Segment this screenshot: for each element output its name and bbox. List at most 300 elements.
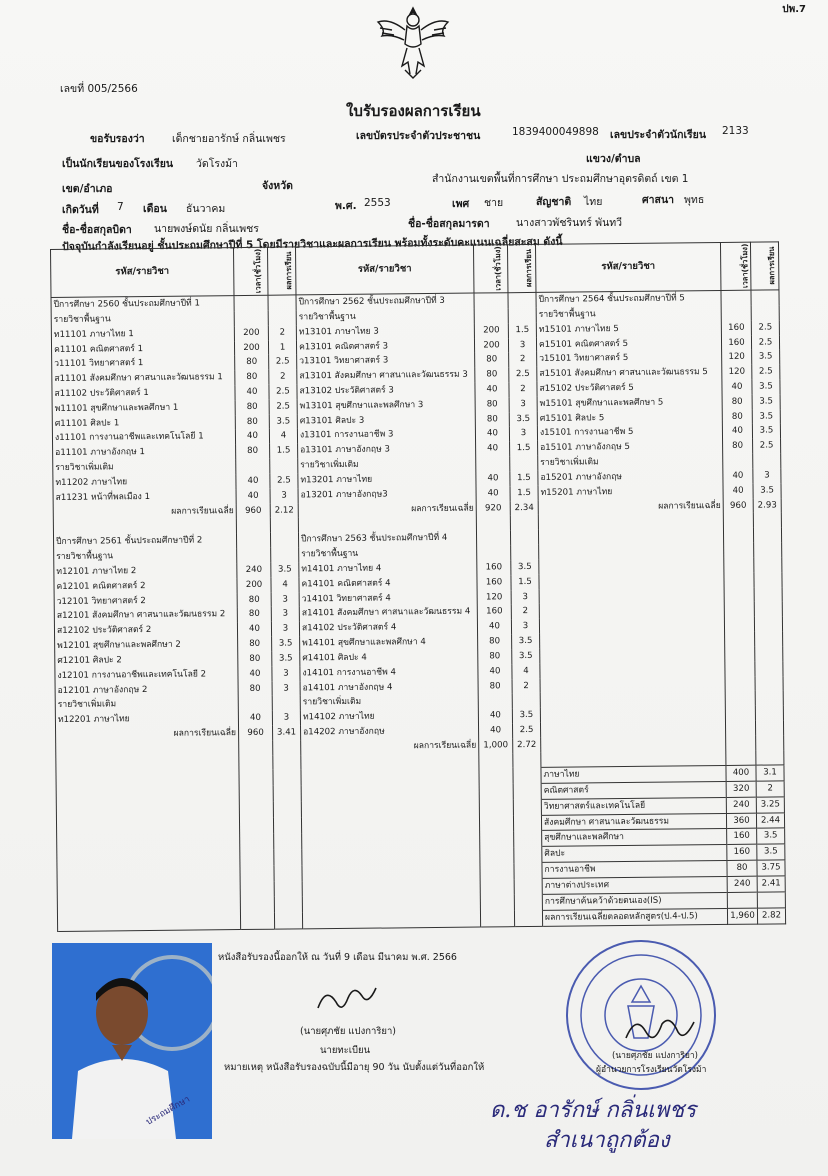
grade-cell: 2 — [509, 352, 537, 367]
hours-cell: 80 — [237, 607, 271, 622]
empty-cell — [274, 881, 302, 897]
grades-body — [51, 290, 786, 932]
grade-cell — [512, 693, 540, 708]
director-signature-icon — [620, 1010, 700, 1050]
hours-cell: 40 — [238, 666, 272, 681]
empty-cell — [480, 879, 514, 895]
subject-cell: ส15101 สังคมศึกษา ศาสนาและวัฒนธรรม 5 — [537, 365, 722, 382]
subject-cell: ส13102 ประวัติศาสตร์ 3 — [297, 383, 475, 400]
subject-cell: รายวิชาเพิ่มเติม — [55, 696, 238, 713]
registrar-name: (นายศุภชัย แปงการิยา) — [300, 1026, 397, 1037]
hours-cell: 40 — [237, 622, 271, 637]
grade-cell: 2.5 — [269, 355, 297, 370]
grade-cell: 2.5 — [751, 320, 779, 335]
subject-cell: ท11202 ภาษาไทย — [53, 474, 236, 491]
grade-cell: 3.5 — [509, 412, 537, 427]
grade-cell: 2.5 — [751, 335, 779, 350]
grade-cell: 3.5 — [752, 379, 780, 394]
subject-cell: อ14101 ภาษาอังกฤษ 4 — [300, 679, 478, 696]
subject-cell: อ14202 ภาษาอังกฤษ — [301, 724, 479, 741]
empty-cell — [273, 740, 301, 755]
grade-cell — [510, 515, 538, 530]
hours-cell: 920 — [476, 501, 510, 516]
grade-cell: 4 — [271, 577, 299, 592]
grade-cell: 3.5 — [512, 649, 540, 664]
subject-cell: สังคมศึกษา ศาสนาและวัฒนธรรม — [541, 813, 726, 831]
hours-cell: 200 — [474, 323, 508, 338]
grade-cell: 3.5 — [511, 560, 539, 575]
empty-cell — [240, 881, 274, 897]
empty-cell — [755, 676, 783, 691]
empty-cell — [240, 897, 274, 913]
subject-cell: อ15201 ภาษาอังกฤษ — [538, 469, 723, 486]
empty-cell — [724, 587, 754, 602]
hours-cell: 80 — [722, 394, 752, 409]
empty-cell — [274, 913, 302, 929]
director-name: (นายศุภชัย แปงการิยา) — [612, 1051, 698, 1061]
certify-label: ขอรับรองว่า — [90, 133, 145, 145]
grade-cell: 1.5 — [508, 323, 536, 338]
hours-cell — [236, 518, 270, 533]
subject-cell: พ13101 สุขศึกษาและพลศึกษา 3 — [297, 397, 475, 414]
hours-cell: 160 — [727, 844, 757, 860]
religion-value: พุทธ — [684, 194, 705, 206]
empty-cell — [273, 755, 301, 770]
subject-cell: ภาษาไทย — [541, 765, 726, 783]
grade-cell: 1.5 — [510, 471, 538, 486]
grade-cell: 2 — [512, 678, 540, 693]
grade-cell: 1 — [268, 340, 296, 355]
empty-cell — [754, 602, 782, 617]
hours-cell — [476, 530, 510, 545]
header-grade: ผลการเรียน — [750, 242, 779, 290]
empty-cell — [724, 543, 754, 558]
empty-cell — [301, 784, 479, 802]
empty-cell — [514, 847, 542, 863]
grade-cell: 2 — [509, 382, 537, 397]
grade-cell: 1.5 — [510, 441, 538, 456]
empty-cell — [239, 755, 273, 770]
grade-cell: 2.41 — [757, 876, 785, 892]
empty-cell — [57, 913, 240, 931]
hours-cell — [474, 293, 508, 309]
subject-cell: อ11101 ภาษาอังกฤษ 1 — [53, 444, 236, 461]
hours-cell: 200 — [234, 325, 268, 340]
birth-label: เกิดวันที่ — [62, 204, 99, 216]
empty-cell — [756, 750, 784, 765]
subject-cell: ว12101 วิทยาศาสตร์ 2 — [54, 593, 237, 610]
subject-cell: วิทยาศาสตร์และเทคโนโลยี — [541, 797, 726, 815]
subject-cell: รายวิชาเพิ่มเติม — [300, 694, 478, 711]
grade-cell: 3 — [508, 337, 536, 352]
hours-cell: 960 — [239, 726, 273, 741]
grade-cell — [272, 696, 300, 711]
director-title: ผู้อำนวยการโรงเรียนวัดโรงม้า — [596, 1065, 707, 1075]
hours-cell: 80 — [235, 355, 269, 370]
student-photo — [52, 943, 212, 1139]
empty-cell — [754, 557, 782, 572]
school-name: วัดโรงม้า — [196, 158, 238, 170]
subject-cell: ส13101 สังคมศึกษา ศาสนาและวัฒนธรรม 3 — [297, 368, 475, 385]
subject-cell: ค13101 คณิตศาสตร์ 3 — [296, 338, 474, 355]
subject-cell: ค11101 คณิตศาสตร์ 1 — [51, 341, 234, 358]
hours-cell: 40 — [722, 380, 752, 395]
empty-cell — [755, 661, 783, 676]
hours-cell — [721, 306, 751, 321]
empty-cell — [755, 631, 783, 646]
grade-cell: 3.75 — [757, 860, 785, 876]
empty-cell — [513, 767, 541, 783]
student-portrait-icon — [52, 943, 212, 1139]
grade-cell: 2.5 — [269, 384, 297, 399]
grade-cell — [751, 305, 779, 320]
grade-cell: 3.25 — [756, 797, 784, 813]
subject-cell: ศ11101 ศิลปะ 1 — [52, 415, 235, 432]
subject-cell: ท15201 ภาษาไทย — [538, 484, 723, 501]
grade-cell: 2.34 — [510, 501, 538, 516]
grade-cell: 2.5 — [269, 399, 297, 414]
subject-cell: ศ14101 ศิลปะ 4 — [300, 649, 478, 666]
subject-cell: ท15101 ภาษาไทย 5 — [536, 321, 721, 338]
registrar-title: นายทะเบียน — [320, 1045, 371, 1056]
empty-cell — [240, 913, 274, 929]
grade-cell: 1.5 — [270, 444, 298, 459]
empty-cell — [513, 783, 541, 799]
grade-cell: 4 — [512, 664, 540, 679]
empty-cell — [273, 786, 301, 802]
hours-cell: 960 — [236, 503, 270, 518]
subject-cell: ง12101 การงานอาชีพและเทคโนโลยี 2 — [55, 667, 238, 684]
empty-cell — [57, 882, 240, 900]
hours-cell: 80 — [475, 412, 509, 427]
empty-cell — [56, 802, 239, 820]
student-name: เด็กชายอารักษ์ กลิ่นเพชร — [172, 133, 286, 145]
grade-cell: 3 — [272, 681, 300, 696]
grade-cell: 3.5 — [272, 651, 300, 666]
hours-cell: 120 — [722, 365, 752, 380]
hours-cell: 40 — [475, 382, 509, 397]
grade-cell: 1.5 — [510, 486, 538, 501]
subject-cell: ปีการศึกษา 2564 ชั้นประถมศึกษาปีที่ 5 — [536, 290, 721, 307]
hours-cell — [237, 548, 271, 563]
subject-cell: รายวิชาเพิ่มเติม — [298, 457, 476, 474]
empty-cell — [239, 770, 273, 786]
empty-cell — [302, 895, 480, 913]
subject-cell: ส11231 หน้าที่พลเมือง 1 — [53, 489, 236, 506]
empty-cell — [725, 676, 755, 691]
hours-cell: 40 — [478, 664, 512, 679]
empty-cell — [753, 528, 781, 543]
hours-cell: 160 — [721, 335, 751, 350]
empty-cell — [479, 815, 513, 831]
grade-cell — [271, 547, 299, 562]
subject-cell: ส15102 ประวัติศาสตร์ 5 — [537, 380, 722, 397]
empty-cell — [724, 572, 754, 587]
subject-cell: ปีการศึกษา 2562 ชั้นประถมศึกษาปีที่ 3 — [296, 293, 474, 310]
subject-cell: อ13101 ภาษาอังกฤษ 3 — [298, 442, 476, 459]
grade-cell: 2.5 — [270, 473, 298, 488]
subject-cell: รายวิชาเพิ่มเติม — [538, 454, 723, 471]
hours-cell: 160 — [477, 560, 511, 575]
birth-year: 2553 — [364, 197, 391, 209]
empty-cell — [479, 799, 513, 815]
subject-cell: การศึกษาค้นคว้าด้วยตนเอง(IS) — [542, 892, 727, 910]
hours-cell: 40 — [235, 385, 269, 400]
empty-cell — [514, 910, 542, 926]
grade-cell: 3 — [509, 426, 537, 441]
empty-cell — [240, 850, 274, 866]
grade-cell: 3 — [511, 619, 539, 634]
grade-cell: 2 — [511, 604, 539, 619]
mother-label: ชื่อ-ชื่อสกุลมารดา — [408, 218, 490, 230]
empty-cell — [723, 513, 753, 528]
grade-cell: 3 — [270, 488, 298, 503]
subject-cell: ส12102 ประวัติศาสตร์ 2 — [54, 622, 237, 639]
empty-cell — [57, 850, 240, 868]
subject-cell: รายวิชาพื้นฐาน — [296, 308, 474, 325]
grade-cell — [511, 545, 539, 560]
hours-cell: 400 — [726, 765, 756, 781]
hours-cell: 200 — [237, 577, 271, 592]
grade-cell: 3 — [271, 607, 299, 622]
grade-cell: 2.5 — [509, 367, 537, 382]
empty-cell — [723, 528, 753, 543]
birth-month: ธันวาคม — [186, 203, 226, 215]
empty-cell — [754, 587, 782, 602]
subject-cell: พ14101 สุขศึกษาและพลศึกษา 4 — [300, 635, 478, 652]
empty-cell — [273, 802, 301, 818]
hours-cell: 240 — [727, 876, 757, 892]
grade-cell: 2 — [269, 370, 297, 385]
garuda-emblem-icon — [372, 0, 454, 82]
empty-cell — [239, 786, 273, 802]
subject-cell: ว14101 วิทยาศาสตร์ 4 — [299, 590, 477, 607]
subject-cell: ง15101 การงานอาชีพ 5 — [537, 424, 722, 441]
subject-cell: ค12101 คณิตศาสตร์ 2 — [54, 578, 237, 595]
hours-cell: 80 — [722, 409, 752, 424]
empty-cell — [240, 865, 274, 881]
hours-cell — [474, 308, 508, 323]
hours-cell — [476, 516, 510, 531]
grade-cell: 3 — [753, 468, 781, 483]
year-label: พ.ศ. — [335, 200, 357, 212]
subject-cell: ว13101 วิทยาศาสตร์ 3 — [297, 353, 475, 370]
handwritten-certified-copy: สำเนาถูกต้อง — [544, 1128, 670, 1153]
subject-cell: ท13201 ภาษาไทย — [298, 472, 476, 489]
hours-cell: 80 — [235, 370, 269, 385]
empty-cell — [302, 847, 480, 865]
grade-cell: 4 — [269, 429, 297, 444]
grade-cell: 3 — [271, 622, 299, 637]
empty-cell — [725, 691, 755, 706]
hours-cell — [234, 311, 268, 326]
header-subject: รหัส/รายวิชา — [51, 248, 234, 298]
hours-cell — [723, 454, 753, 469]
subject-cell: พ15101 สุขศึกษาและพลศึกษา 5 — [537, 395, 722, 412]
hours-cell: 1,960 — [727, 908, 757, 924]
hours-cell: 960 — [723, 498, 753, 513]
subject-cell: อ12101 ภาษาอังกฤษ 2 — [55, 682, 238, 699]
empty-cell — [240, 834, 274, 850]
empty-cell — [513, 753, 541, 768]
grade-cell: 3 — [509, 397, 537, 412]
grade-cell: 3.5 — [269, 414, 297, 429]
hours-cell: 80 — [475, 367, 509, 382]
hours-cell: 120 — [477, 590, 511, 605]
hours-cell: 360 — [726, 813, 756, 829]
subject-cell: ปีการศึกษา 2561 ชั้นประถมศึกษาปีที่ 2 — [53, 533, 236, 550]
hours-cell: 40 — [723, 483, 753, 498]
empty-cell — [56, 818, 239, 836]
empty-cell — [480, 863, 514, 879]
hours-cell: 80 — [238, 637, 272, 652]
subject-cell: ศ13101 ศิลปะ 3 — [297, 412, 475, 429]
empty-cell — [755, 720, 783, 735]
issue-statement: หนังสือรับรองนี้ออกให้ ณ วันที่ 9 เดือน มีนาคม พ.ศ. 2566 — [218, 952, 457, 963]
empty-cell — [274, 833, 302, 849]
hours-cell: 80 — [478, 634, 512, 649]
empty-cell — [726, 750, 756, 765]
hours-cell — [477, 545, 511, 560]
hours-cell — [721, 290, 751, 306]
empty-cell — [301, 816, 479, 834]
header-subject: รหัส/รายวิชา — [535, 242, 720, 292]
empty-cell — [301, 768, 479, 786]
hours-cell: 40 — [476, 486, 510, 501]
grade-cell: 3.1 — [756, 765, 784, 781]
empty-cell — [513, 815, 541, 831]
empty-cell — [302, 863, 480, 881]
empty-cell — [239, 741, 273, 756]
handwritten-name: ด.ช อารักษ์ กลิ่นเพชร — [490, 1098, 697, 1123]
form-code: ปพ.7 — [782, 4, 806, 15]
hours-cell: 80 — [238, 652, 272, 667]
hours-cell: 160 — [727, 829, 757, 845]
subject-cell: ภาษาต่างประเทศ — [542, 877, 727, 895]
table-header-row — [51, 242, 779, 298]
empty-cell — [514, 894, 542, 910]
sex-value: ชาย — [484, 197, 504, 209]
hours-cell: 40 — [722, 424, 752, 439]
subject-cell: สุขศึกษาและพลศึกษา — [542, 829, 727, 847]
nationality-label: สัญชาติ — [536, 196, 572, 208]
subject-cell: ส14101 สังคมศึกษา ศาสนาและวัฒนธรรม 4 — [299, 605, 477, 622]
grade-cell: 3.5 — [757, 828, 785, 844]
empty-cell — [724, 602, 754, 617]
empty-cell — [755, 646, 783, 661]
hours-cell: 80 — [723, 439, 753, 454]
empty-cell — [753, 513, 781, 528]
empty-cell — [274, 897, 302, 913]
birth-day: 7 — [117, 201, 124, 213]
grade-cell: 3.5 — [272, 636, 300, 651]
empty-cell — [480, 895, 514, 911]
subject-cell: พ12101 สุขศึกษาและพลศึกษา 2 — [55, 637, 238, 654]
grade-cell: 2 — [756, 781, 784, 797]
subject-cell: ง11101 การงานอาชีพและเทคโนโลยี 1 — [52, 430, 235, 447]
empty-cell — [725, 632, 755, 647]
hours-cell — [234, 295, 268, 311]
empty-cell — [724, 558, 754, 573]
empty-cell — [480, 831, 514, 847]
hours-cell: 40 — [478, 708, 512, 723]
empty-cell — [56, 786, 239, 804]
subject-cell: ผลการเรียนเฉลี่ย — [298, 501, 476, 518]
subject-cell: ผลการเรียนเฉลี่ย — [301, 738, 479, 755]
subject-cell: ส12101 สังคมศึกษา ศาสนาและวัฒนธรรม 2 — [54, 607, 237, 624]
empty-cell — [479, 784, 513, 800]
id-number: 1839400049898 — [512, 126, 599, 138]
empty-cell — [273, 818, 301, 834]
svg-text:ประถมศึกษา: ประถมศึกษา — [144, 1094, 192, 1128]
subject-cell: ง13101 การงานอาชีพ 3 — [297, 427, 475, 444]
subject-cell: ผลการเรียนเฉลี่ย — [53, 504, 236, 521]
hours-cell: 80 — [237, 592, 271, 607]
empty-cell — [302, 879, 480, 897]
subject-cell: ท11101 ภาษาไทย 1 — [51, 326, 234, 343]
subject-cell: รายวิชาพื้นฐาน — [299, 546, 477, 563]
empty-cell — [513, 799, 541, 815]
hours-cell: 80 — [475, 397, 509, 412]
grades-table — [50, 241, 786, 932]
grade-cell — [268, 295, 296, 311]
empty-cell — [756, 735, 784, 750]
hours-cell: 40 — [236, 474, 270, 489]
subject-cell: ผลการเรียนเฉลี่ย — [56, 726, 239, 743]
hours-cell: 80 — [478, 679, 512, 694]
grade-cell: 3.5 — [752, 394, 780, 409]
hours-cell — [236, 459, 270, 474]
subject-cell: ค15101 คณิตศาสตร์ 5 — [536, 335, 721, 352]
id-label: เลขบัตรประจำตัวประชาชน — [356, 130, 481, 142]
subject-cell: ศิลปะ — [542, 845, 727, 863]
validity-note: หมายเหตุ หนังสือรับรองฉบับนี้มีอายุ 90 วัน นับตั้งแต่วันที่ออกให้ — [224, 1062, 485, 1073]
grade-cell: 3.5 — [753, 483, 781, 498]
grade-cell: 2.5 — [512, 723, 540, 738]
empty-cell — [514, 863, 542, 879]
empty-cell — [725, 706, 755, 721]
grade-cell — [268, 310, 296, 325]
document-title: ใบรับรองผลการเรียน — [346, 102, 481, 120]
empty-cell — [514, 878, 542, 894]
subject-cell: ผลการเรียนเฉลี่ย — [538, 499, 723, 516]
mother-name: นางสาวพัชรินทร์ พันทวี — [516, 217, 623, 229]
grade-cell: 3.5 — [512, 634, 540, 649]
grade-cell: 2.72 — [513, 738, 541, 753]
hours-cell: 80 — [727, 860, 757, 876]
edu-office: สำนักงานเขตพื้นที่การศึกษา ประถมศึกษาอุตรดิตถ์ เขต 1 — [432, 173, 689, 185]
grade-cell — [751, 290, 779, 306]
subject-cell: รายวิชาเพิ่มเติม — [53, 459, 236, 476]
subject-cell: ผลการเรียนเฉลี่ยตลอดหลักสูตร(ป.4-ป.5) — [542, 908, 727, 926]
subject-cell: คณิตศาสตร์ — [541, 781, 726, 799]
subject-cell: การงานอาชีพ — [542, 861, 727, 879]
empty-cell — [239, 818, 273, 834]
empty-cell — [755, 691, 783, 706]
father-label: ชื่อ-ชื่อสกุลบิดา — [62, 224, 132, 236]
subject-cell: ว11101 วิทยาศาสตร์ 1 — [52, 355, 235, 372]
hours-cell: 40 — [723, 469, 753, 484]
subject-cell: อ13201 ภาษาอังกฤษ3 — [298, 486, 476, 503]
subject-cell: ศ12101 ศิลปะ 2 — [55, 652, 238, 669]
subject-cell: พ11101 สุขศึกษาและพลศึกษา 1 — [52, 400, 235, 417]
grade-cell: 2.82 — [757, 908, 785, 924]
empty-cell — [239, 802, 273, 818]
header-subject: รหัส/รายวิชา — [295, 245, 473, 295]
hours-cell — [478, 694, 512, 709]
empty-cell — [57, 866, 240, 884]
empty-cell — [480, 911, 514, 927]
